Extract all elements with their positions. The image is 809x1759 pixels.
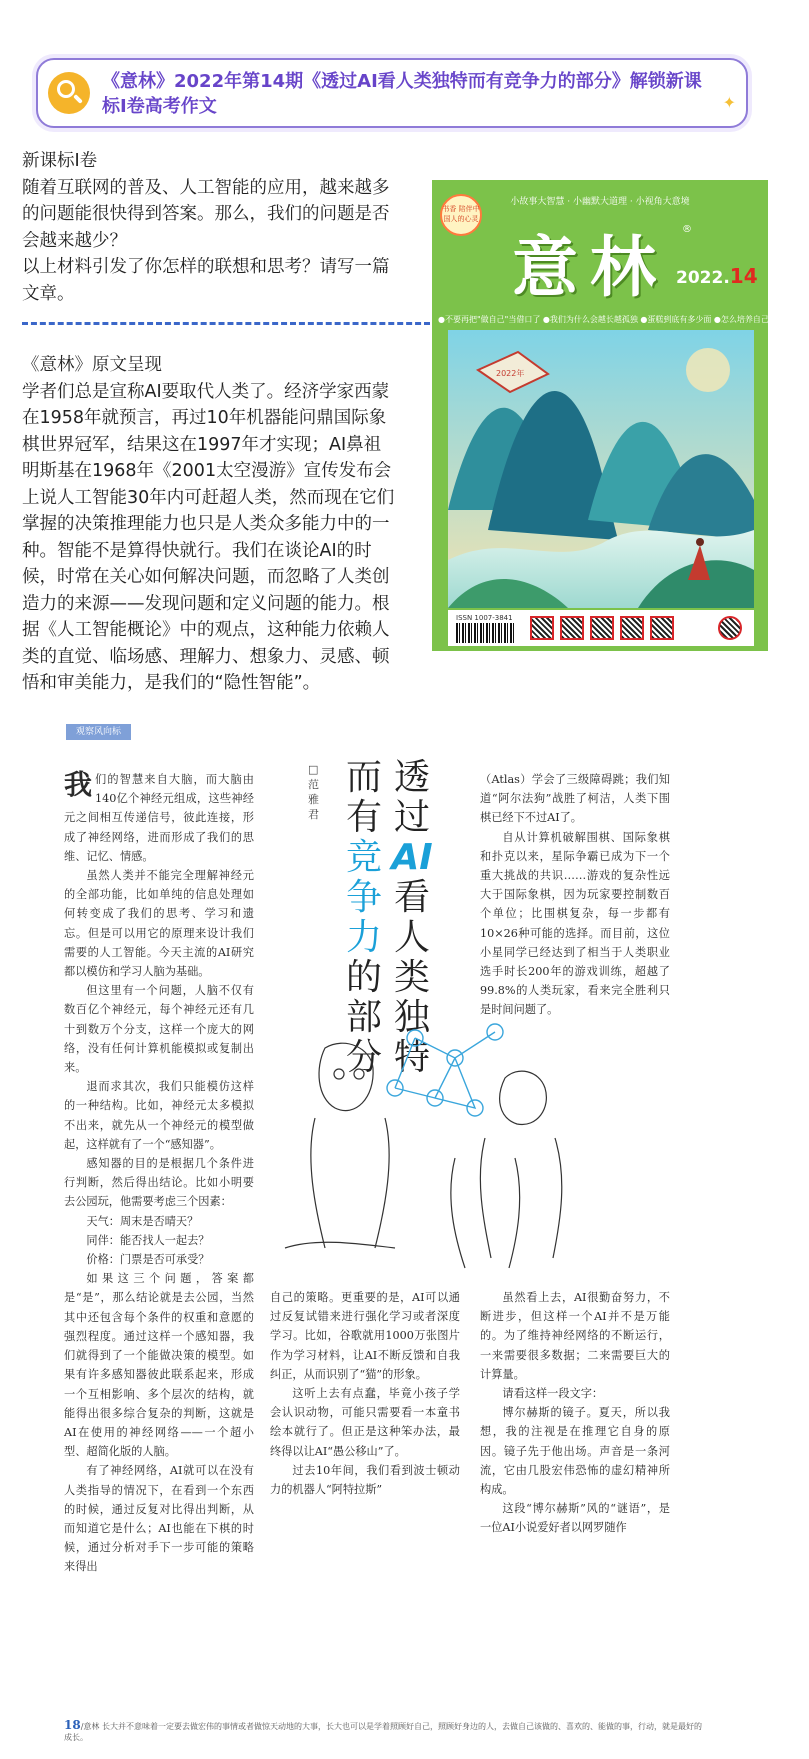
article-column-2 <box>270 1288 460 1499</box>
paragraph: 这听上去有点蠢，毕竟小孩子学会认识动物，可能只需要看一本童书绘本就行了。但正是这种笨办法，最终得以让AI“愚公移山”了。 <box>270 1387 460 1458</box>
cover-landscape-illustration <box>448 330 754 608</box>
paragraph: （Atlas）学会了三级障碍跳；我们知道“阿尔法狗”战胜了柯洁，人类下围棋已经下不过AI了。 <box>480 773 670 825</box>
barcode <box>456 623 516 643</box>
paragraph: 博尔赫斯的镜子。夏天，所以我想，我的注视是在推理它自身的原因。镜子先于他出场。声音是一条河流，它由几股宏伟恐怖的虚幻精神所构成。 <box>480 1406 670 1497</box>
article-column-3 <box>480 1288 670 1538</box>
exam-prompt: 以上材料引发了你怎样的联想和思考？请写一篇文章。 <box>22 257 390 304</box>
page-number: 18 <box>64 1718 81 1732</box>
column-tag: 观察风向标 <box>66 724 131 740</box>
magazine-page-scan <box>60 718 710 1744</box>
paragraph: 虽然看上去，AI很勤奋努力，不断进步，但这样一个AI并不是万能的。为了维持神经网络的不断运行，一来需要很多数据；二来需要巨大的计算量。 <box>480 1291 670 1381</box>
qr-code <box>530 616 554 640</box>
exam-heading: 新课标I卷 <box>22 151 98 171</box>
sparkle-icon: ✦ <box>722 93 736 112</box>
qr-code <box>650 616 674 640</box>
paragraph: 请看这样一段文字： <box>502 1387 604 1401</box>
article-author: □范雅君 <box>308 763 319 821</box>
article-column-1 <box>64 770 254 1577</box>
paragraph: 天气：周末是否晴天？ <box>86 1214 199 1228</box>
cover-footer <box>448 610 754 646</box>
robot-and-people-illustration <box>255 1008 615 1278</box>
dashed-divider <box>22 322 430 325</box>
magazine-cover <box>432 180 809 651</box>
paragraph: 有了神经网络，AI就可以在没有人类指导的情况下，在看到一个东西的时候，通过反复对比得出判断，从而知道它是什么；AI也能在下棋的时候，通过分析对手下一步可能的策略来得出 <box>64 1464 254 1574</box>
title-banner <box>36 58 748 128</box>
title-column-2: 而 有 竞 争 力 的 部 分 <box>345 757 382 1078</box>
exam-body: 随着互联网的普及、人工智能的应用，越来越多的问题能很快得到答案。那么，我们的问题是否会越来越少？ <box>22 177 390 251</box>
cover-badge: 书香 陪伴中国人的心灵 <box>440 194 482 236</box>
publisher-logo-icon <box>718 616 742 640</box>
svg-text:2022年: 2022年 <box>496 369 525 378</box>
paragraph: 自己的策略。更重要的是，AI可以通过反复试错来进行强化学习或者深度学习。比如，谷歌就用1000万张图片作为学习材料，让AI不断反馈和自我纠正，从而识别了“猫”的形象。 <box>270 1291 460 1381</box>
paragraph: 过去10年间，我们看到波士顿动力的机器人“阿特拉斯” <box>270 1463 460 1497</box>
paragraph: 如果这三个问题，答案都是“是”，那么结论就是去公园，当然其中还包含每个条件的权重和意愿的强烈程度。通过这样一个感知器，我们就得到了一个能做决策的模型。如果有许多感知器彼此联系起来，形成一个互相影响、多个层次的结构，就能得出很多综合复杂的判断，这就是AI在使用的神经网络——一个超小型、超简化版的人脑。 <box>64 1272 254 1459</box>
paragraph: 退而求其次，我们只能模仿这样的一种结构。比如，神经元太多模拟不出来，就先从一个神经元的模型做起，这样就有了一个“感知器”。 <box>64 1080 254 1151</box>
footer-quote: 长大并不意味着一定要去做宏伟的事情或者做惊天动地的大事，长大也可以是学着照顾好自己，照顾好身边的人，去做自己该做的、喜欢的、能做的事，行动，就是最好的成长。 <box>64 1722 702 1742</box>
cover-issue: 2022.14 <box>676 264 758 288</box>
qr-code <box>590 616 614 640</box>
paragraph: 自从计算机破解围棋、国际象棋和扑克以来，星际争霸已成为下一个重大挑战的共识……游戏的复杂性远大于国际象棋，因为玩家要控制数百个单位；比围棋复杂，每一步都有10×26种可能的选择。而目前，这位小星同学已经达到了相当于人类职业选手时长200年的游戏训练，超越了99.8%的人类玩家，看来完全胜利只是时间问题了。 <box>480 830 670 1017</box>
footer-magazine: /意林 <box>80 1722 100 1731</box>
original-body: 学者们总是宣称AI要取代人类了。经济学家西蒙在1958年就预言，再过10年机器能问鼎国际象棋世界冠军，结果这在1997年才实现；AI鼻祖明斯基在1968年《2001太空漫游》宣传发布会上说人工智能30年内可赶超人类，然而现在它们掌握的决策推理能力也只是人类众多能力中的一种。智能不是算得快就行。我们在谈论AI的时候，时常在关心如何解决问题，而忽略了人类创造力的来源——发现问题和定义问题的能力。根据《人工智能概论》中的观点，这种能力依赖人类的直觉、临场感、理解力、想象力、灵感、顿悟和审美能力，是我们的“隐性智能”。 <box>22 381 395 693</box>
original-text-section <box>22 352 398 697</box>
cover-headlines: ●不要再把"做自己"当借口了 ●我们为什么会越长越孤独 ●蛋糕到底有多少面 ●怎么培养自己的抗压能力 <box>438 315 809 324</box>
qr-code <box>620 616 644 640</box>
cover-tagline: 小故事大智慧 · 小幽默大道理 · 小视角大意境 <box>510 197 690 207</box>
paragraph: 同伴：能否找人一起去？ <box>86 1233 210 1247</box>
qr-code <box>560 616 584 640</box>
registered-mark: ® <box>682 224 692 235</box>
paragraph: 感知器的目的是根据几个条件进行判断，然后得出结论。比如小明要去公园玩，他需要考虑三个因素： <box>64 1157 254 1209</box>
search-icon <box>48 72 90 114</box>
paragraph: 价格：门票是否可承受？ <box>86 1253 210 1267</box>
paragraph: 这段“博尔赫斯”风的“谜语”，是一位AI小说爱好者以网罗随作 <box>480 1502 670 1535</box>
article-column-3-top <box>480 770 670 1020</box>
paragraph: 我们的智慧来自大脑，而大脑由140亿个神经元组成，这些神经元之间相互传递信号，彼此连接，形成了神经网络，进而形成了我们的思维、记忆、情感。 <box>64 768 254 863</box>
issn-text: ISSN 1007-3841 <box>456 614 513 622</box>
page-footer <box>64 1718 704 1743</box>
exam-question-section <box>22 148 398 307</box>
banner-title: 《意林》2022年第14期《透过AI看人类独特而有竞争力的部分》解锁新课标I卷高考作文 <box>102 71 702 117</box>
cover-logo: 意林 <box>512 228 668 306</box>
paragraph: 但这里有一个问题，人脑不仅有数百亿个神经元，每个神经元还有几十到数万个分支，这样一个庞大的网络，没有任何计算机能模拟或复制出来。 <box>64 984 254 1075</box>
title-column-1: 透 过 AI 看 人 类 独 特 <box>391 757 433 1078</box>
original-heading: 《意林》原文呈现 <box>22 355 162 375</box>
paragraph: 虽然人类并不能完全理解神经元的全部功能，比如单纯的信息处理如何转变成了我们的思考、学习和遗忘。但是可以用它的原理来设计我们需要的人工智能。今天主流的AI研究都以模仿和学习人脑为基础。 <box>64 869 254 979</box>
